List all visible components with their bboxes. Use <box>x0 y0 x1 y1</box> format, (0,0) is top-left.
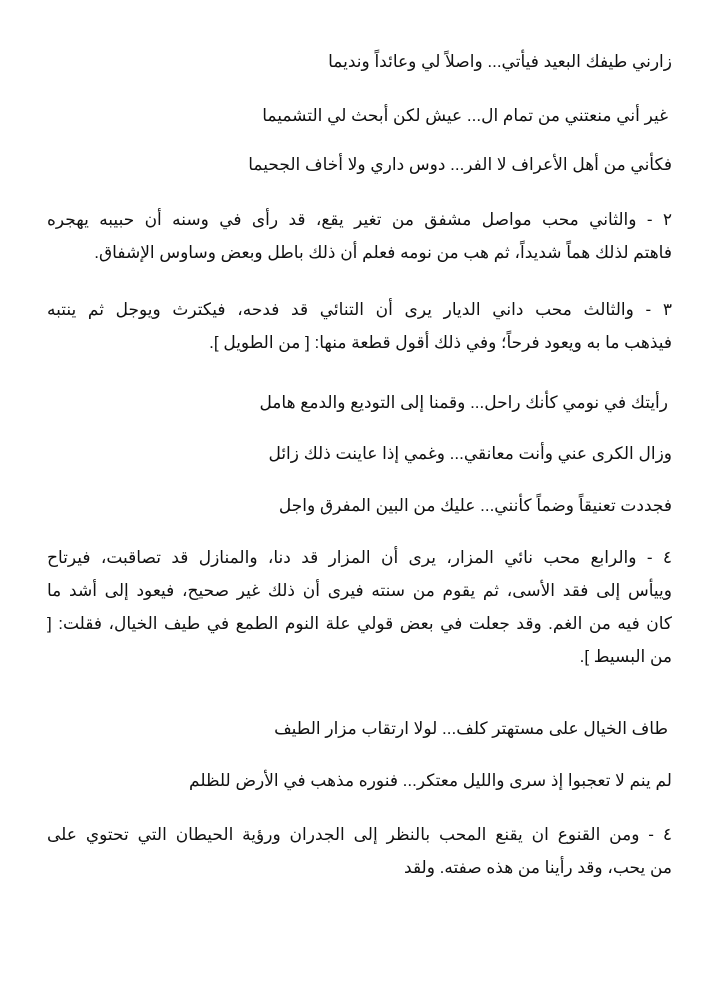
verse-line: زارني طيفك البعيد فيأتي... واصلاً لي وعائداً ونديما <box>328 52 672 71</box>
verse-line: لم ينم لا تعجبوا إذ سرى والليل معتكر... فنوره مذهب في الأرض للظلم <box>189 771 672 790</box>
paragraph-line: فاهتم لذلك هماً شديداً، ثم هب من نومه فعلم أن ذلك باطل وبعض وساوس الإشفاق. <box>94 243 672 262</box>
verse-line: رأيتك في نومي كأنك راحل... وقمنا إلى التوديع والدمع هامل <box>259 393 668 412</box>
paragraph-line: ٤ - ومن القنوع ان يقنع المحب بالنظر إلى الجدران ورؤية الحيطان التي تحتوي على <box>47 825 672 844</box>
paragraph-line: ٣ - والثالث محب داني الديار يرى أن التنائي قد فدحه، فيكترث ويوجل ثم ينتبه <box>47 300 672 319</box>
paragraph-4 <box>47 541 672 673</box>
paragraph-5 <box>47 818 672 884</box>
paragraph-line: كان فيه من الغم. وقد جعلت في بعض قولي علة النوم الطمع في طيف الخيال، فقلت: [ <box>47 614 672 633</box>
verse-line: طاف الخيال على مستهتر كلف... لولا ارتقاب مزار الطيف <box>274 719 668 738</box>
verse-line: وزال الكرى عني وأنت معانقي... وغمي إذا عاينت ذلك زائل <box>268 444 672 463</box>
paragraph-line: فيذهب ما به ويعود فرحاً؛ وفي ذلك أقول قطعة منها: [ من الطويل ]. <box>209 333 672 352</box>
verse-line: فجددت تعنيقاً وضماً كأنني... عليك من البين المفرق واجل <box>278 496 672 515</box>
paragraph-line: من البسيط ]. <box>579 647 672 666</box>
paragraph-3 <box>47 293 672 359</box>
paragraph-line: وييأس إلى فقد الأسى، ثم يقوم من سنته فيرى أن ذلك غير صحيح، فيعود إلى أشد ما <box>47 581 672 600</box>
paragraph-2 <box>47 203 672 269</box>
paragraph-line: من يحب، وقد رأينا من هذه صفته. ولقد <box>404 858 672 877</box>
verse-line: فكأني من أهل الأعراف لا الفر... دوس داري ولا أخاف الجحيما <box>248 155 672 174</box>
paragraph-line: ٢ - والثاني محب مواصل مشفق من تغير يقع، قد رأى في وسنه أن حبيبه يهجره <box>47 210 672 229</box>
paragraph-line: ٤ - والرابع محب نائي المزار، يرى أن المزار قد دنا، والمنازل قد تصاقبت، فيرتاح <box>47 548 672 567</box>
verse-line: غير أني منعتني من تمام ال... عيش لكن أبحث لي التشميما <box>262 106 668 125</box>
